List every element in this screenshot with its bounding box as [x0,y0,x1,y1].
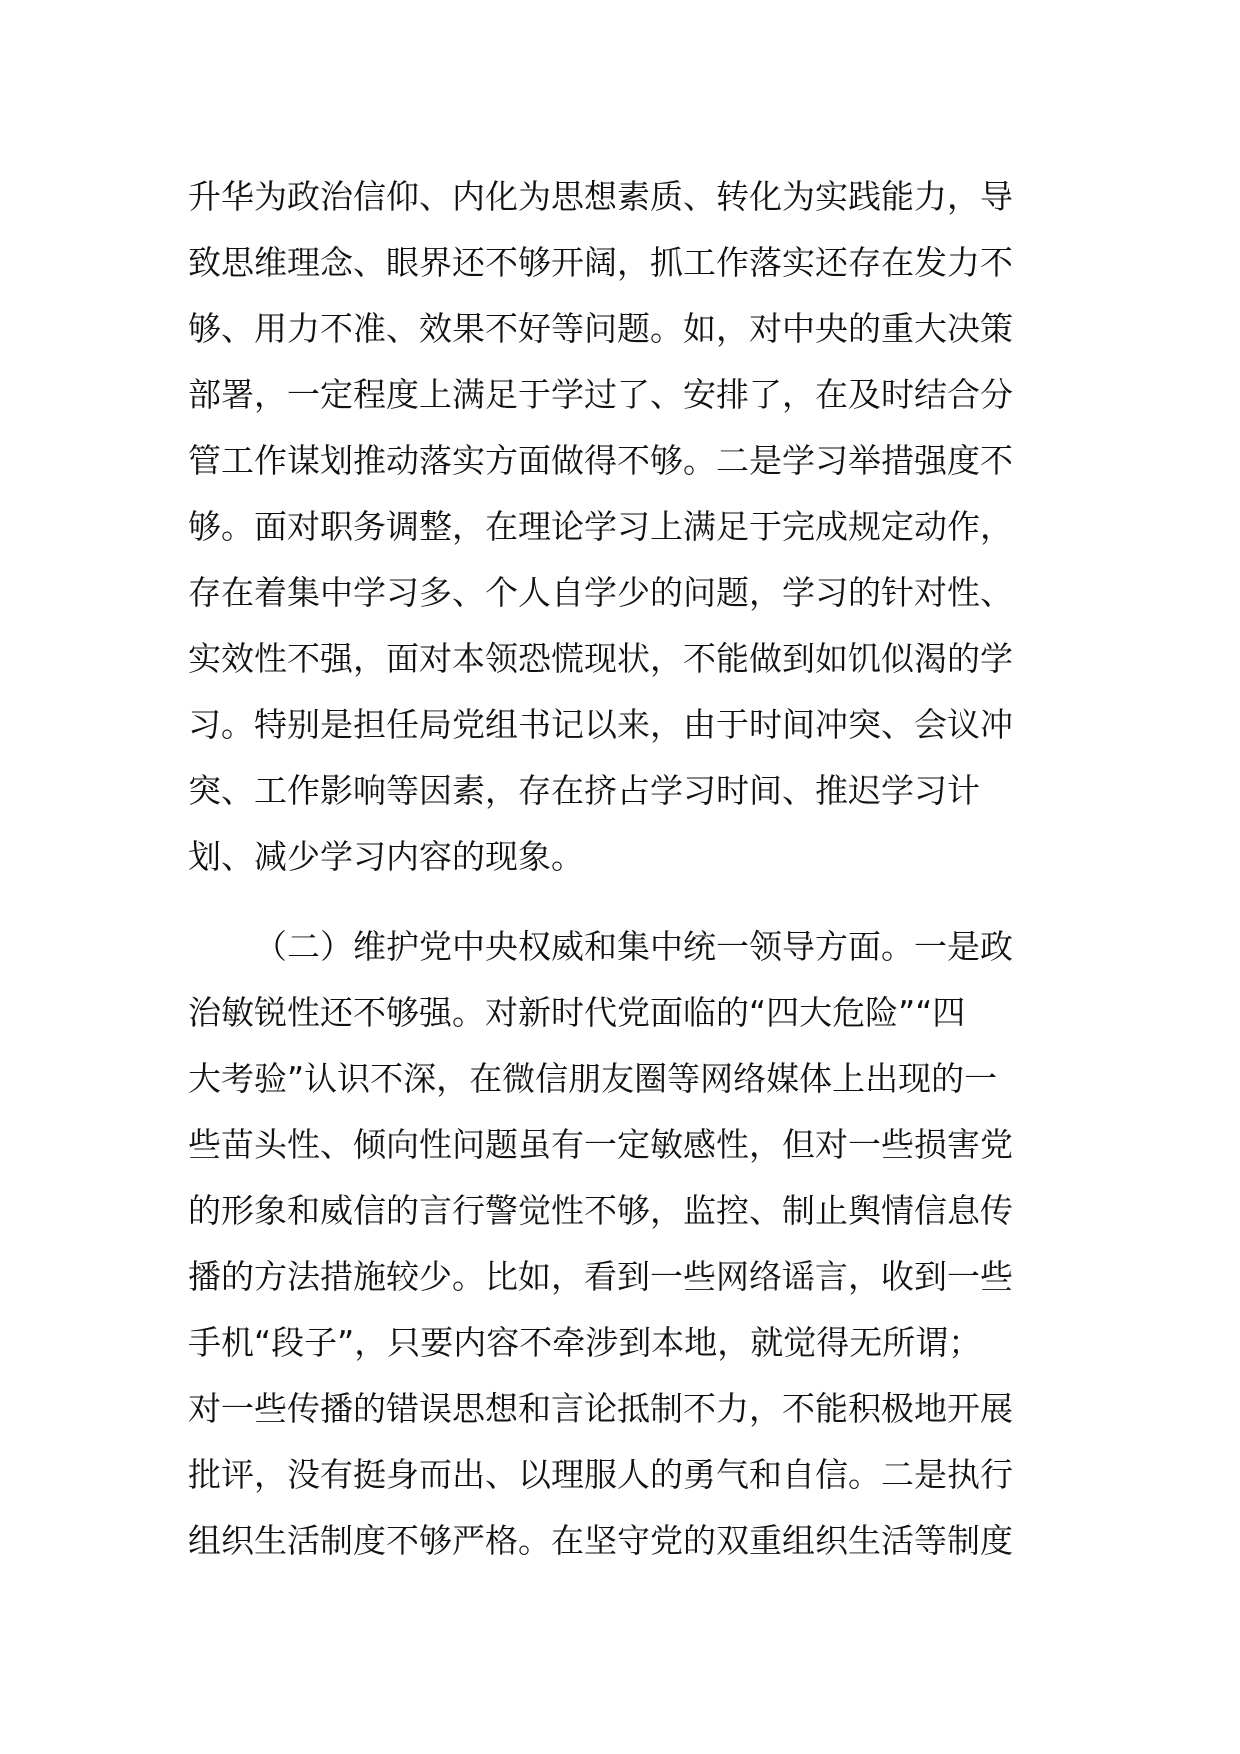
paragraph-line: 实效性不强，面对本领恐慌现状，不能做到如饥似渴的学 [188,639,1013,678]
paragraph-line: 升华为政治信仰、内化为思想素质、转化为实践能力，导 [188,177,1013,216]
paragraph-line: 些苗头性、倾向性问题虽有一定敏感性，但对一些损害党 [188,1125,1013,1164]
paragraph-1 [188,164,1058,890]
paragraph-line: 的形象和威信的言行警觉性不够，监控、制止舆情信息传 [188,1191,1013,1230]
paragraph-line: （二）维护党中央权威和集中统一领导方面。一是政 [254,927,1013,966]
paragraph-line: 够。面对职务调整，在理论学习上满足于完成规定动作， [188,507,1013,546]
paragraph-line: 管工作谋划推动落实方面做得不够。二是学习举措强度不 [188,441,1013,480]
paragraph-line: 存在着集中学习多、个人自学少的问题，学习的针对性、 [188,573,1013,612]
paragraph-line: 批评，没有挺身而出、以理服人的勇气和自信。二是执行 [188,1455,1013,1494]
paragraph-line: 够、用力不准、效果不好等问题。如，对中央的重大决策 [188,309,1013,348]
paragraph-line: 习。特别是担任局党组书记以来，由于时间冲突、会议冲 [188,705,1013,744]
paragraph-line: 对一些传播的错误思想和言论抵制不力，不能积极地开展 [188,1389,1013,1428]
paragraph-line: 组织生活制度不够严格。在坚守党的双重组织生活等制度 [188,1521,1013,1560]
paragraph-line: 大考验”认识不深，在微信朋友圈等网络媒体上出现的一 [188,1059,998,1098]
paragraph-line: 致思维理念、眼界还不够开阔，抓工作落实还存在发力不 [188,243,1013,282]
paragraph-line: 突、工作影响等因素，存在挤占学习时间、推迟学习计 [188,771,980,810]
paragraph-line: 播的方法措施较少。比如，看到一些网络谣言，收到一些 [188,1257,1013,1296]
paragraph-line: 手机“段子”，只要内容不牵涉到本地，就觉得无所谓； [188,1323,982,1362]
paragraph-line: 划、减少学习内容的现象。 [188,837,584,876]
paragraph-line: 治敏锐性还不够强。对新时代党面临的“四大危险”“四 [188,993,966,1032]
paragraph-2 [188,914,1058,1574]
paragraph-line: 部署，一定程度上满足于学过了、安排了，在及时结合分 [188,375,1013,414]
